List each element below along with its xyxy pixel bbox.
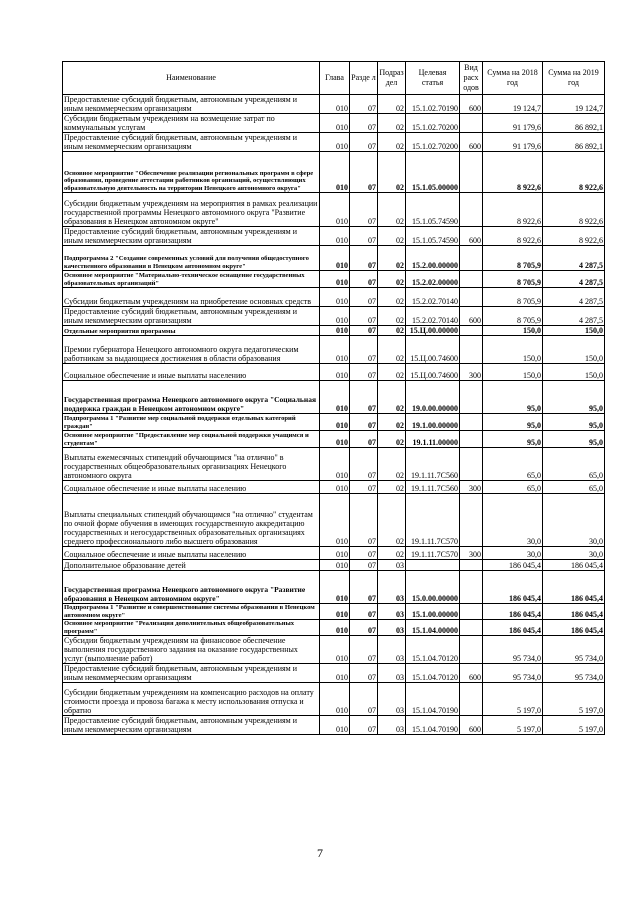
table-cell-glava: 010 <box>320 114 350 133</box>
table-cell-glava: 010 <box>320 246 350 271</box>
table-cell-glava: 010 <box>320 381 350 414</box>
table-cell-sum-2019: 4 287,5 <box>543 271 605 288</box>
table-cell-target: 19.1.11.7С570 <box>406 547 460 560</box>
table-cell-sum-2019: 186 045,4 <box>543 620 605 636</box>
table-cell-target: 15.2.02.00000 <box>406 271 460 288</box>
table-cell-name: Выплаты ежемесячных стипендий обучающимся "на отлично" в государственных общеобразовательных организациях Ненецкого автономного округа <box>63 448 320 481</box>
table-cell-name: Субсидии бюджетным учреждениям на финансовое обеспечение выполнения государственного задания на оказание государственных услуг (выполнение работ) <box>63 636 320 664</box>
table-cell-sum-2019: 150,0 <box>543 364 605 381</box>
table-cell-target: 15.1.05.74590 <box>406 193 460 227</box>
table-cell-razdel: 07 <box>350 683 378 716</box>
table-cell-podrazdel: 02 <box>378 193 406 227</box>
table-cell-sum-2018: 95,0 <box>483 431 543 448</box>
table-row <box>63 336 605 364</box>
table-cell-razdel: 07 <box>350 336 378 364</box>
table-cell-target: 15.1.05.74590 <box>406 227 460 246</box>
table-row <box>63 152 605 193</box>
table-cell-sum-2018: 95 734,0 <box>483 664 543 683</box>
table-cell-target: 15.1.04.70120 <box>406 664 460 683</box>
table-cell-razdel: 07 <box>350 364 378 381</box>
table-cell-podrazdel: 03 <box>378 664 406 683</box>
header-razdel: Разде л <box>350 62 378 95</box>
table-cell-razdel: 07 <box>350 571 378 604</box>
table-cell-name: Государственная программа Ненецкого автономного округа "Социальная поддержка граждан в Ненецком автономном округе" <box>63 381 320 414</box>
table-cell-razdel: 07 <box>350 114 378 133</box>
table-cell-razdel: 07 <box>350 481 378 494</box>
table-cell-glava: 010 <box>320 636 350 664</box>
table-cell-podrazdel: 02 <box>378 414 406 431</box>
table-row <box>63 307 605 326</box>
table-cell-name: Подпрограмма 1 "Развитие и совершенствование системы образования в Ненецком автономном округе" <box>63 604 320 620</box>
table-cell-razdel: 07 <box>350 326 378 336</box>
table-cell-sum-2019: 150,0 <box>543 326 605 336</box>
table-cell-sum-2019: 150,0 <box>543 336 605 364</box>
table-cell-name: Основное мероприятие "Материально-техническое оснащение государственных образовательных организаций" <box>63 271 320 288</box>
table-cell-sum-2018: 186 045,4 <box>483 620 543 636</box>
table-cell-glava: 010 <box>320 95 350 114</box>
table-row <box>63 381 605 414</box>
table-cell-sum-2019: 186 045,4 <box>543 571 605 604</box>
table-cell-sum-2018: 91 179,6 <box>483 114 543 133</box>
table-cell-name: Премии губернатора Ненецкого автономного округа педагогическим работникам за выдающиеся достижения в области образования <box>63 336 320 364</box>
table-cell-target: 15.1.04.00000 <box>406 620 460 636</box>
table-cell-razdel: 07 <box>350 227 378 246</box>
table-cell-razdel: 07 <box>350 152 378 193</box>
table-row <box>63 364 605 381</box>
table-cell-podrazdel: 03 <box>378 620 406 636</box>
table-cell-glava: 010 <box>320 193 350 227</box>
table-cell-glava: 010 <box>320 604 350 620</box>
table-cell-sum-2018: 150,0 <box>483 326 543 336</box>
table-cell-target: 15.0.00.00000 <box>406 571 460 604</box>
table-cell-sum-2019: 186 045,4 <box>543 560 605 571</box>
table-cell-razdel: 07 <box>350 716 378 735</box>
table-cell-sum-2018: 91 179,6 <box>483 133 543 152</box>
table-cell-vid: 300 <box>460 364 483 381</box>
table-cell-sum-2018: 65,0 <box>483 448 543 481</box>
table-row <box>63 246 605 271</box>
table-cell-razdel: 07 <box>350 95 378 114</box>
table-row <box>63 560 605 571</box>
table-cell-vid <box>460 114 483 133</box>
table-row <box>63 133 605 152</box>
table-cell-podrazdel: 02 <box>378 133 406 152</box>
table-row <box>63 414 605 431</box>
table-cell-podrazdel: 02 <box>378 246 406 271</box>
table-row <box>63 431 605 448</box>
table-row <box>63 716 605 735</box>
table-cell-podrazdel: 02 <box>378 547 406 560</box>
table-cell-razdel: 07 <box>350 271 378 288</box>
table-cell-sum-2019: 95,0 <box>543 431 605 448</box>
table-cell-glava: 010 <box>320 152 350 193</box>
table-cell-sum-2018: 8 705,9 <box>483 271 543 288</box>
table-cell-sum-2019: 8 922,6 <box>543 193 605 227</box>
table-row <box>63 114 605 133</box>
table-cell-target: 19.1.00.00000 <box>406 414 460 431</box>
table-cell-vid <box>460 620 483 636</box>
table-cell-vid: 600 <box>460 95 483 114</box>
table-row <box>63 271 605 288</box>
table-cell-glava: 010 <box>320 288 350 307</box>
table-cell-target: 19.1.11.7С560 <box>406 448 460 481</box>
table-cell-podrazdel: 03 <box>378 683 406 716</box>
table-cell-razdel: 07 <box>350 620 378 636</box>
table-cell-name: Подпрограмма 2 "Создание современных условий для получения общедоступного качественного образования в Ненецком автономном округе" <box>63 246 320 271</box>
table-cell-vid: 600 <box>460 307 483 326</box>
table-cell-vid <box>460 494 483 547</box>
table-row <box>63 193 605 227</box>
table-cell-sum-2018: 8 922,6 <box>483 227 543 246</box>
table-cell-sum-2018: 95,0 <box>483 381 543 414</box>
table-cell-name: Дополнительное образование детей <box>63 560 320 571</box>
table-cell-sum-2019: 4 287,5 <box>543 307 605 326</box>
table-cell-glava: 010 <box>320 716 350 735</box>
table-cell-name: Отдельные мероприятия программы <box>63 326 320 336</box>
table-cell-glava: 010 <box>320 133 350 152</box>
table-cell-sum-2018: 8 705,9 <box>483 246 543 271</box>
table-cell-vid: 600 <box>460 133 483 152</box>
table-cell-podrazdel: 03 <box>378 636 406 664</box>
table-cell-podrazdel: 02 <box>378 381 406 414</box>
table-cell-glava: 010 <box>320 414 350 431</box>
table-cell-target: 19.0.00.00000 <box>406 381 460 414</box>
table-cell-razdel: 07 <box>350 414 378 431</box>
table-cell-glava: 010 <box>320 664 350 683</box>
table-cell-sum-2019: 30,0 <box>543 547 605 560</box>
table-cell-razdel: 07 <box>350 381 378 414</box>
table-cell-sum-2019: 19 124,7 <box>543 95 605 114</box>
table-cell-target: 15.Ц.00.74600 <box>406 336 460 364</box>
table-row <box>63 604 605 620</box>
table-cell-sum-2018: 95 734,0 <box>483 636 543 664</box>
table-cell-name: Государственная программа Ненецкого автономного округа "Развитие образования в Ненецком автономном округе" <box>63 571 320 604</box>
table-cell-name: Социальное обеспечение и иные выплаты населению <box>63 547 320 560</box>
table-cell-name: Субсидии бюджетным учреждениям на мероприятия в рамках реализации государственной программы Ненецкого автономного округа "Развитие образования в Ненецком автономном округе" <box>63 193 320 227</box>
table-cell-sum-2018: 8 922,6 <box>483 152 543 193</box>
table-cell-target: 15.2.00.00000 <box>406 246 460 271</box>
table-cell-vid: 600 <box>460 227 483 246</box>
table-cell-sum-2018: 8 922,6 <box>483 193 543 227</box>
table-cell-target: 15.1.00.00000 <box>406 604 460 620</box>
table-cell-sum-2019: 86 892,1 <box>543 114 605 133</box>
table-cell-sum-2018: 5 197,0 <box>483 683 543 716</box>
table-cell-razdel: 07 <box>350 664 378 683</box>
table-cell-sum-2019: 95,0 <box>543 381 605 414</box>
table-cell-vid <box>460 683 483 716</box>
table-cell-sum-2018: 186 045,4 <box>483 571 543 604</box>
table-cell-name: Субсидии бюджетным учреждениям на приобретение основных средств <box>63 288 320 307</box>
table-cell-sum-2019: 95 734,0 <box>543 664 605 683</box>
table-cell-podrazdel: 03 <box>378 716 406 735</box>
table-cell-name: Предоставление субсидий бюджетным, автономным учреждениям и иным некоммерческим организациям <box>63 716 320 735</box>
table-cell-target: 15.1.02.70200 <box>406 133 460 152</box>
table-cell-sum-2019: 186 045,4 <box>543 604 605 620</box>
table-cell-name: Основное мероприятие "Реализация дополнительных общеобразовательных программ" <box>63 620 320 636</box>
table-cell-name: Социальное обеспечение и иные выплаты населению <box>63 364 320 381</box>
table-cell-sum-2019: 8 922,6 <box>543 227 605 246</box>
table-cell-target: 19.1.11.00000 <box>406 431 460 448</box>
table-cell-vid <box>460 271 483 288</box>
table-cell-glava: 010 <box>320 571 350 604</box>
table-cell-vid <box>460 152 483 193</box>
table-cell-target: 19.1.11.7С570 <box>406 494 460 547</box>
table-cell-razdel: 07 <box>350 604 378 620</box>
table-cell-razdel: 07 <box>350 636 378 664</box>
page-number: 7 <box>317 846 323 860</box>
header-podrazdel: Подраз дел <box>378 62 406 95</box>
table-cell-name: Основное мероприятие "Обеспечение реализации региональных программ в сфере образования, проведение аттестации работников организаций, осуществляющих образовательную деятельность на территории Ненецкого автономного округа" <box>63 152 320 193</box>
table-cell-glava: 010 <box>320 448 350 481</box>
table-cell-name: Предоставление субсидий бюджетным, автономным учреждениям и иным некоммерческим организациям <box>63 133 320 152</box>
table-cell-glava: 010 <box>320 560 350 571</box>
table-cell-name: Выплаты специальных стипендий обучающимся "на отлично" студентам по очной форме обучения в имеющих государственную аккредитацию государственных и негосударственных образовательных организациях среднего профессионального либо высшего образования <box>63 494 320 547</box>
table-cell-sum-2018: 150,0 <box>483 364 543 381</box>
header-sum-2019: Сумма на 2019 год <box>543 62 605 95</box>
table-row <box>63 683 605 716</box>
table-cell-target: 15.Ц.00.74600 <box>406 364 460 381</box>
table-cell-vid <box>460 288 483 307</box>
table-row <box>63 636 605 664</box>
table-cell-sum-2019: 5 197,0 <box>543 716 605 735</box>
table-cell-podrazdel: 02 <box>378 336 406 364</box>
table-cell-glava: 010 <box>320 494 350 547</box>
table-row <box>63 620 605 636</box>
table-cell-target: 15.1.05.00000 <box>406 152 460 193</box>
table-cell-name: Предоставление субсидий бюджетным, автономным учреждениям и иным некоммерческим организациям <box>63 227 320 246</box>
table-cell-glava: 010 <box>320 547 350 560</box>
table-cell-podrazdel: 02 <box>378 114 406 133</box>
table-cell-sum-2018: 8 705,9 <box>483 288 543 307</box>
table-cell-podrazdel: 02 <box>378 431 406 448</box>
table-cell-target: 15.2.02.70140 <box>406 288 460 307</box>
table-cell-sum-2019: 4 287,5 <box>543 246 605 271</box>
header-glava: Глава <box>320 62 350 95</box>
table-cell-vid <box>460 636 483 664</box>
table-cell-sum-2018: 8 705,9 <box>483 307 543 326</box>
table-cell-sum-2018: 65,0 <box>483 481 543 494</box>
table-cell-vid <box>460 571 483 604</box>
table-cell-vid <box>460 326 483 336</box>
header-target: Целевая статья <box>406 62 460 95</box>
table-cell-razdel: 07 <box>350 133 378 152</box>
table-cell-podrazdel: 03 <box>378 604 406 620</box>
table-cell-sum-2019: 86 892,1 <box>543 133 605 152</box>
table-cell-glava: 010 <box>320 481 350 494</box>
table-cell-target: 15.2.02.70140 <box>406 307 460 326</box>
table-row <box>63 664 605 683</box>
table-cell-target: 15.Ц.00.00000 <box>406 326 460 336</box>
table-cell-sum-2019: 4 287,5 <box>543 288 605 307</box>
table-cell-vid <box>460 246 483 271</box>
table-row <box>63 326 605 336</box>
table-cell-podrazdel: 02 <box>378 152 406 193</box>
table-row <box>63 571 605 604</box>
table-cell-glava: 010 <box>320 431 350 448</box>
table-cell-podrazdel: 03 <box>378 571 406 604</box>
table-cell-razdel: 07 <box>350 547 378 560</box>
table-cell-podrazdel: 02 <box>378 288 406 307</box>
table-cell-glava: 010 <box>320 326 350 336</box>
table-cell-vid <box>460 560 483 571</box>
table-cell-vid <box>460 193 483 227</box>
table-header-row <box>63 62 605 95</box>
table-row <box>63 481 605 494</box>
header-vid: Вид расх одов <box>460 62 483 95</box>
table-cell-razdel: 07 <box>350 431 378 448</box>
table-cell-razdel: 07 <box>350 494 378 547</box>
table-row <box>63 448 605 481</box>
table-cell-name: Предоставление субсидий бюджетным, автономным учреждениям и иным некоммерческим организациям <box>63 307 320 326</box>
table-cell-glava: 010 <box>320 364 350 381</box>
table-cell-sum-2019: 65,0 <box>543 448 605 481</box>
table-cell-glava: 010 <box>320 683 350 716</box>
table-cell-name: Предоставление субсидий бюджетным, автономным учреждениям и иным некоммерческим организациям <box>63 664 320 683</box>
table-cell-podrazdel: 02 <box>378 271 406 288</box>
budget-table <box>62 61 605 735</box>
table-cell-glava: 010 <box>320 307 350 326</box>
table-cell-glava: 010 <box>320 227 350 246</box>
table-row <box>63 227 605 246</box>
table-cell-sum-2018: 186 045,4 <box>483 560 543 571</box>
table-cell-razdel: 07 <box>350 560 378 571</box>
table-cell-vid: 600 <box>460 716 483 735</box>
table-cell-sum-2018: 186 045,4 <box>483 604 543 620</box>
table-cell-razdel: 07 <box>350 448 378 481</box>
table-cell-sum-2018: 19 124,7 <box>483 95 543 114</box>
table-body <box>63 95 605 735</box>
table-row <box>63 288 605 307</box>
table-cell-podrazdel: 02 <box>378 307 406 326</box>
table-cell-glava: 010 <box>320 271 350 288</box>
table-cell-sum-2018: 30,0 <box>483 547 543 560</box>
table-cell-sum-2018: 30,0 <box>483 494 543 547</box>
table-cell-sum-2019: 30,0 <box>543 494 605 547</box>
table-cell-sum-2018: 5 197,0 <box>483 716 543 735</box>
table-cell-target: 15.1.04.70190 <box>406 716 460 735</box>
table-cell-vid <box>460 381 483 414</box>
table-cell-target <box>406 560 460 571</box>
table-cell-podrazdel: 02 <box>378 448 406 481</box>
table-cell-podrazdel: 02 <box>378 364 406 381</box>
table-cell-name: Субсидии бюджетным учреждениям на компенсацию расходов на оплату стоимости проезда и провоза багажа к месту использования отпуска и обратно <box>63 683 320 716</box>
table-cell-razdel: 07 <box>350 246 378 271</box>
table-cell-vid <box>460 336 483 364</box>
table-cell-sum-2019: 65,0 <box>543 481 605 494</box>
table-cell-podrazdel: 02 <box>378 227 406 246</box>
table-cell-vid <box>460 604 483 620</box>
table-cell-vid <box>460 448 483 481</box>
table-row <box>63 494 605 547</box>
table-cell-sum-2019: 95,0 <box>543 414 605 431</box>
table-cell-vid <box>460 431 483 448</box>
table-cell-target: 15.1.02.70190 <box>406 95 460 114</box>
table-cell-razdel: 07 <box>350 307 378 326</box>
header-name: Наименование <box>63 62 320 95</box>
table-cell-vid: 300 <box>460 547 483 560</box>
table-cell-glava: 010 <box>320 336 350 364</box>
table-cell-sum-2018: 95,0 <box>483 414 543 431</box>
table-cell-vid: 600 <box>460 664 483 683</box>
table-cell-podrazdel: 02 <box>378 95 406 114</box>
table-cell-podrazdel: 02 <box>378 481 406 494</box>
table-cell-podrazdel: 02 <box>378 326 406 336</box>
table-cell-name: Субсидии бюджетным учреждениям на возмещение затрат по коммунальным услугам <box>63 114 320 133</box>
table-cell-sum-2019: 95 734,0 <box>543 636 605 664</box>
table-cell-name: Социальное обеспечение и иные выплаты населению <box>63 481 320 494</box>
table-cell-podrazdel: 02 <box>378 494 406 547</box>
table-cell-sum-2019: 8 922,6 <box>543 152 605 193</box>
table-cell-name: Предоставление субсидий бюджетным, автономным учреждениям и иным некоммерческим организациям <box>63 95 320 114</box>
table-cell-vid <box>460 414 483 431</box>
table-cell-sum-2018: 150,0 <box>483 336 543 364</box>
table-cell-target: 15.1.02.70200 <box>406 114 460 133</box>
header-sum-2018: Сумма на 2018 год <box>483 62 543 95</box>
table-cell-vid: 300 <box>460 481 483 494</box>
table-cell-target: 15.1.04.70120 <box>406 636 460 664</box>
table-cell-name: Подпрограмма 1 "Развитие мер социальной поддержки отдельных категорий граждан" <box>63 414 320 431</box>
table-cell-glava: 010 <box>320 620 350 636</box>
table-cell-razdel: 07 <box>350 193 378 227</box>
table-cell-name: Основное мероприятие "Предоставление мер социальной поддержки учащимся и студентам" <box>63 431 320 448</box>
table-row <box>63 95 605 114</box>
table-cell-sum-2019: 5 197,0 <box>543 683 605 716</box>
table-cell-target: 15.1.04.70190 <box>406 683 460 716</box>
table-row <box>63 547 605 560</box>
table-cell-razdel: 07 <box>350 288 378 307</box>
table-cell-podrazdel: 03 <box>378 560 406 571</box>
table-cell-target: 19.1.11.7С560 <box>406 481 460 494</box>
